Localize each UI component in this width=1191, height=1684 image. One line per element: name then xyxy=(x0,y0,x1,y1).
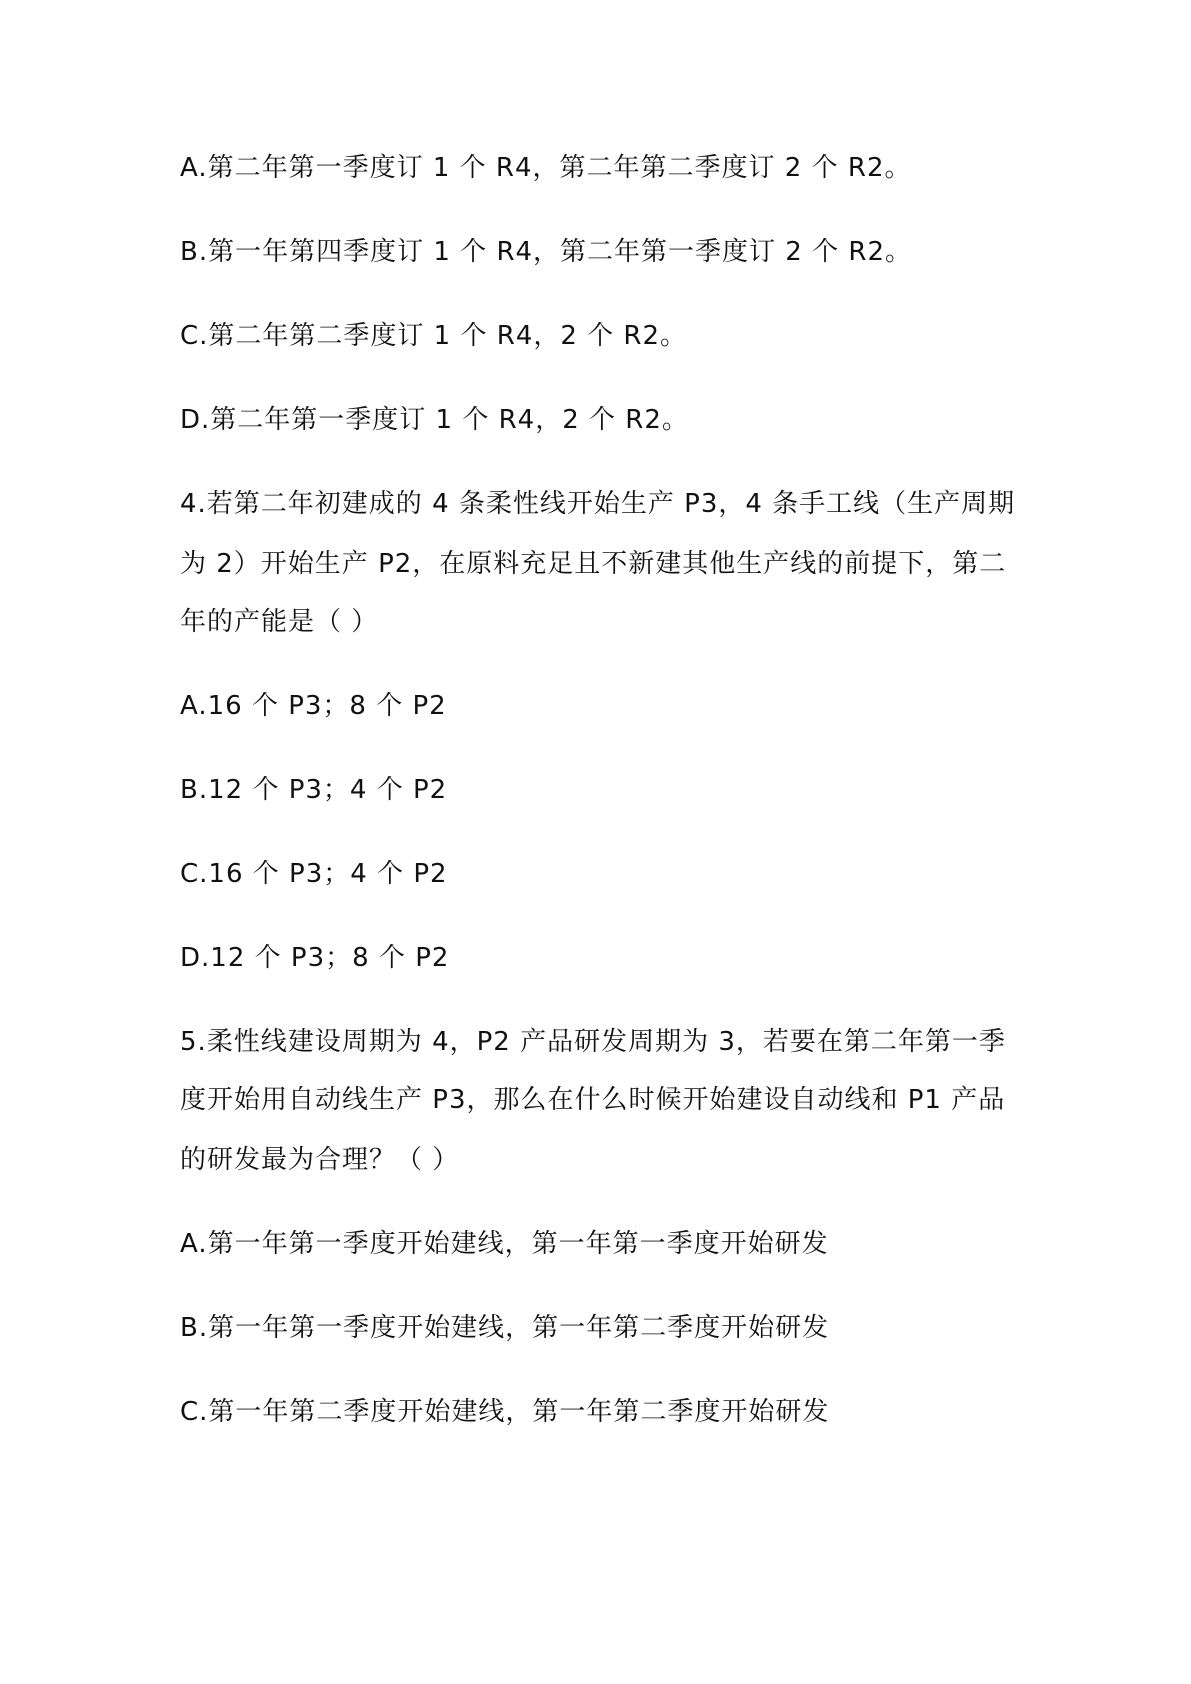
q5-question-line-1: 5.柔性线建设周期为 4，P2 产品研发周期为 3，若要在第二年第一季 xyxy=(180,1027,1006,1057)
q4-question-line-2: 为 2）开始生产 P2，在原料充足且不新建其他生产线的前提下，第二 xyxy=(180,549,1007,579)
q4-option-a: A.16 个 P3；8 个 P2 xyxy=(180,691,447,721)
q4-question-line-3: 年的产能是（ ） xyxy=(180,607,379,637)
q3-option-a: A.第二年第一季度订 1 个 R4，第二年第二季度订 2 个 R2。 xyxy=(180,153,912,183)
q5-option-b: B.第一年第一季度开始建线，第一年第二季度开始研发 xyxy=(180,1313,830,1343)
q5-option-a: A.第一年第一季度开始建线，第一年第一季度开始研发 xyxy=(180,1229,829,1259)
q4-option-d: D.12 个 P3；8 个 P2 xyxy=(180,943,450,973)
q3-option-b: B.第一年第四季度订 1 个 R4，第二年第一季度订 2 个 R2。 xyxy=(180,237,912,267)
q5-question-line-3: 的研发最为合理？（ ） xyxy=(180,1145,460,1175)
q4-option-b: B.12 个 P3；4 个 P2 xyxy=(180,775,448,805)
q5-option-c: C.第一年第二季度开始建线，第一年第二季度开始研发 xyxy=(180,1397,830,1427)
q3-option-d: D.第二年第一季度订 1 个 R4，2 个 R2。 xyxy=(180,405,689,435)
q5-question-line-2: 度开始用自动线生产 P3，那么在什么时候开始建设自动线和 P1 产品 xyxy=(180,1085,1006,1115)
q3-option-c: C.第二年第二季度订 1 个 R4，2 个 R2。 xyxy=(180,321,688,351)
q4-question-line-1: 4.若第二年初建成的 4 条柔性线开始生产 P3，4 条手工线（生产周期 xyxy=(180,489,1016,519)
q4-option-c: C.16 个 P3；4 个 P2 xyxy=(180,859,448,889)
